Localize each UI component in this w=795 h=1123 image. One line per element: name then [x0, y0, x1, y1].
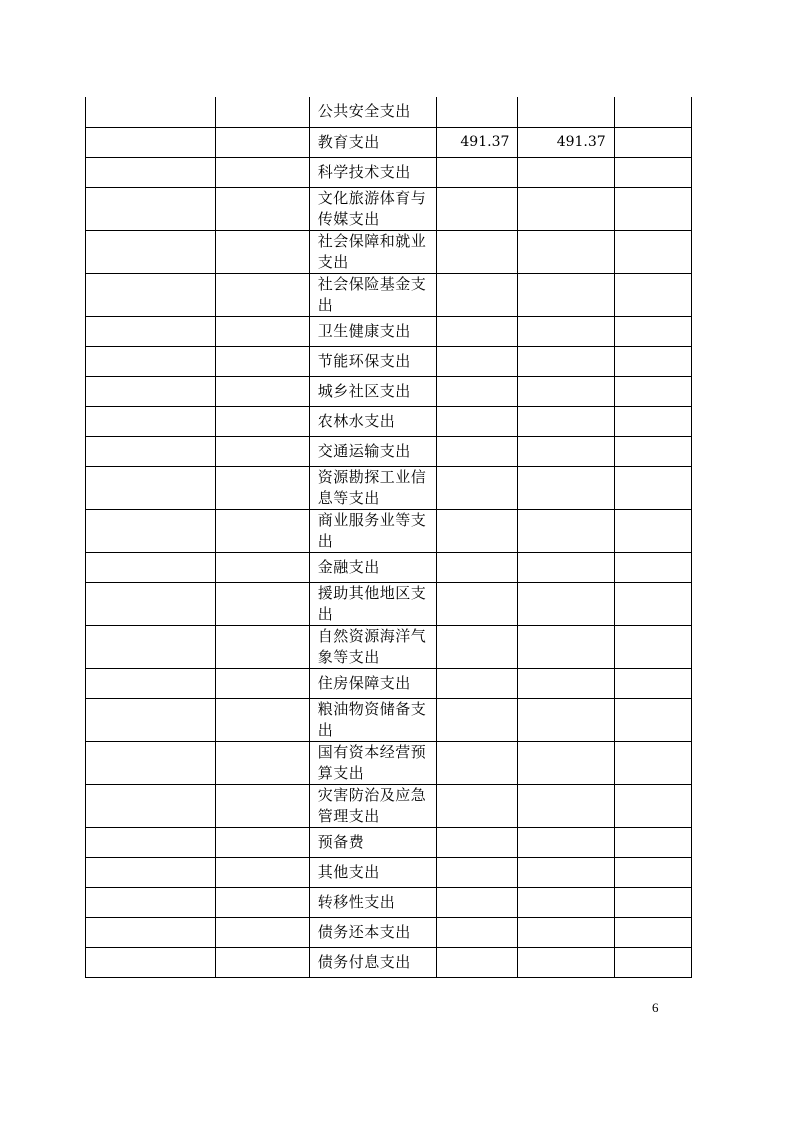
- table-cell: [86, 436, 216, 466]
- table-cell: [614, 466, 691, 509]
- amount-cell: [518, 187, 614, 230]
- amount-cell: [437, 466, 518, 509]
- amount-cell: [518, 436, 614, 466]
- table-cell: [216, 127, 309, 157]
- table-cell: [614, 273, 691, 316]
- table-cell: [216, 157, 309, 187]
- amount-cell: [437, 187, 518, 230]
- table-cell: [614, 97, 691, 127]
- table-cell: [216, 784, 309, 827]
- table-cell: [216, 273, 309, 316]
- table-cell: [86, 97, 216, 127]
- table-cell: [86, 316, 216, 346]
- table-row: [86, 625, 692, 668]
- table-cell: [216, 827, 309, 857]
- table-row: [86, 947, 692, 977]
- table-cell: [86, 127, 216, 157]
- amount-cell: [437, 97, 518, 127]
- table-cell: [614, 668, 691, 698]
- table-cell: [86, 668, 216, 698]
- expenditure-category: 农林水支出: [309, 406, 436, 436]
- table-cell: [86, 582, 216, 625]
- amount-cell: [518, 376, 614, 406]
- amount-cell: [518, 509, 614, 552]
- amount-cell: [518, 97, 614, 127]
- table-cell: [216, 947, 309, 977]
- table-cell: [216, 887, 309, 917]
- amount-cell: [437, 784, 518, 827]
- amount-cell: [437, 552, 518, 582]
- table-cell: [86, 784, 216, 827]
- expenditure-category: 其他支出: [309, 857, 436, 887]
- table-row: [86, 552, 692, 582]
- amount-cell: [437, 346, 518, 376]
- table-cell: [614, 509, 691, 552]
- table-row: [86, 466, 692, 509]
- amount-cell: [437, 917, 518, 947]
- table-row: [86, 741, 692, 784]
- table-cell: [614, 316, 691, 346]
- expenditure-category: 城乡社区支出: [309, 376, 436, 406]
- amount-cell: 491.37: [437, 127, 518, 157]
- amount-cell: [437, 857, 518, 887]
- amount-cell: 491.37: [518, 127, 614, 157]
- table-cell: [86, 273, 216, 316]
- expenditure-category: 教育支出: [309, 127, 436, 157]
- amount-cell: [518, 406, 614, 436]
- table-cell: [614, 346, 691, 376]
- table-cell: [614, 887, 691, 917]
- table-cell: [216, 625, 309, 668]
- table-cell: [216, 668, 309, 698]
- expenditure-category: 社会保险基金支出: [309, 273, 436, 316]
- amount-cell: [437, 436, 518, 466]
- expenditure-category: 债务付息支出: [309, 947, 436, 977]
- table-cell: [86, 827, 216, 857]
- amount-cell: [437, 582, 518, 625]
- amount-cell: [518, 346, 614, 376]
- expenditure-table: [85, 97, 692, 978]
- amount-cell: [518, 887, 614, 917]
- table-cell: [614, 187, 691, 230]
- expenditure-category: 公共安全支出: [309, 97, 436, 127]
- table-cell: [614, 947, 691, 977]
- table-cell: [216, 857, 309, 887]
- amount-cell: [437, 887, 518, 917]
- table-cell: [614, 784, 691, 827]
- table-row: [86, 784, 692, 827]
- amount-cell: [437, 827, 518, 857]
- table-cell: [216, 187, 309, 230]
- table-cell: [216, 406, 309, 436]
- table-cell: [86, 376, 216, 406]
- amount-cell: [518, 625, 614, 668]
- table-cell: [216, 582, 309, 625]
- table-row: [86, 346, 692, 376]
- amount-cell: [437, 230, 518, 273]
- expenditure-category: 灾害防治及应急管理支出: [309, 784, 436, 827]
- table-cell: [614, 917, 691, 947]
- table-row: [86, 273, 692, 316]
- table-cell: [614, 230, 691, 273]
- expenditure-category: 转移性支出: [309, 887, 436, 917]
- expenditure-category: 交通运输支出: [309, 436, 436, 466]
- amount-cell: [437, 668, 518, 698]
- table-cell: [216, 552, 309, 582]
- expenditure-category: 文化旅游体育与传媒支出: [309, 187, 436, 230]
- expenditure-table-body: [86, 97, 692, 977]
- table-cell: [216, 917, 309, 947]
- table-cell: [614, 436, 691, 466]
- table-row: [86, 127, 692, 157]
- amount-cell: [437, 741, 518, 784]
- expenditure-category: 卫生健康支出: [309, 316, 436, 346]
- amount-cell: [518, 741, 614, 784]
- table-cell: [216, 316, 309, 346]
- table-row: [86, 230, 692, 273]
- table-row: [86, 887, 692, 917]
- table-cell: [614, 698, 691, 741]
- amount-cell: [518, 917, 614, 947]
- table-row: [86, 406, 692, 436]
- table-cell: [614, 582, 691, 625]
- table-row: [86, 698, 692, 741]
- table-cell: [614, 625, 691, 668]
- expenditure-category: 金融支出: [309, 552, 436, 582]
- table-cell: [216, 509, 309, 552]
- amount-cell: [518, 784, 614, 827]
- expenditure-category: 资源勘探工业信息等支出: [309, 466, 436, 509]
- amount-cell: [437, 157, 518, 187]
- amount-cell: [437, 625, 518, 668]
- table-cell: [86, 698, 216, 741]
- amount-cell: [437, 376, 518, 406]
- expenditure-category: 国有资本经营预算支出: [309, 741, 436, 784]
- table-cell: [614, 827, 691, 857]
- amount-cell: [518, 230, 614, 273]
- amount-cell: [518, 157, 614, 187]
- table-row: [86, 582, 692, 625]
- table-cell: [216, 436, 309, 466]
- amount-cell: [518, 552, 614, 582]
- amount-cell: [437, 406, 518, 436]
- table-cell: [614, 552, 691, 582]
- table-cell: [86, 157, 216, 187]
- page-number: 6: [652, 1000, 659, 1015]
- table-row: [86, 157, 692, 187]
- table-cell: [86, 857, 216, 887]
- table-cell: [614, 857, 691, 887]
- table-cell: [86, 917, 216, 947]
- table-cell: [86, 741, 216, 784]
- table-cell: [86, 230, 216, 273]
- table-cell: [614, 127, 691, 157]
- expenditure-category: 社会保障和就业支出: [309, 230, 436, 273]
- table-cell: [216, 466, 309, 509]
- expenditure-category: 住房保障支出: [309, 668, 436, 698]
- table-cell: [86, 552, 216, 582]
- amount-cell: [437, 316, 518, 346]
- expenditure-category: 节能环保支出: [309, 346, 436, 376]
- table-row: [86, 827, 692, 857]
- table-row: [86, 857, 692, 887]
- table-row: [86, 509, 692, 552]
- amount-cell: [518, 316, 614, 346]
- amount-cell: [437, 509, 518, 552]
- table-cell: [216, 741, 309, 784]
- table-cell: [216, 346, 309, 376]
- table-cell: [86, 187, 216, 230]
- table-cell: [216, 376, 309, 406]
- table-cell: [614, 406, 691, 436]
- expenditure-category: 援助其他地区支出: [309, 582, 436, 625]
- amount-cell: [518, 582, 614, 625]
- amount-cell: [518, 947, 614, 977]
- amount-cell: [518, 273, 614, 316]
- table-cell: [86, 346, 216, 376]
- amount-cell: [437, 273, 518, 316]
- table-cell: [86, 625, 216, 668]
- amount-cell: [518, 857, 614, 887]
- table-cell: [86, 947, 216, 977]
- expenditure-category: 商业服务业等支出: [309, 509, 436, 552]
- table-cell: [86, 887, 216, 917]
- table-row: [86, 97, 692, 127]
- table-cell: [216, 230, 309, 273]
- expenditure-category: 债务还本支出: [309, 917, 436, 947]
- table-cell: [86, 406, 216, 436]
- amount-cell: [437, 947, 518, 977]
- table-cell: [216, 97, 309, 127]
- amount-cell: [518, 698, 614, 741]
- table-row: [86, 376, 692, 406]
- table-cell: [86, 466, 216, 509]
- table-cell: [614, 157, 691, 187]
- table-row: [86, 436, 692, 466]
- expenditure-category: 预备费: [309, 827, 436, 857]
- amount-cell: [518, 827, 614, 857]
- table-cell: [86, 509, 216, 552]
- expenditure-category: 自然资源海洋气象等支出: [309, 625, 436, 668]
- table-row: [86, 316, 692, 346]
- table-cell: [614, 376, 691, 406]
- amount-cell: [518, 668, 614, 698]
- table-row: [86, 187, 692, 230]
- table-cell: [216, 698, 309, 741]
- amount-cell: [437, 698, 518, 741]
- expenditure-category: 粮油物资储备支出: [309, 698, 436, 741]
- table-row: [86, 917, 692, 947]
- table-cell: [614, 741, 691, 784]
- amount-cell: [518, 466, 614, 509]
- expenditure-category: 科学技术支出: [309, 157, 436, 187]
- table-row: [86, 668, 692, 698]
